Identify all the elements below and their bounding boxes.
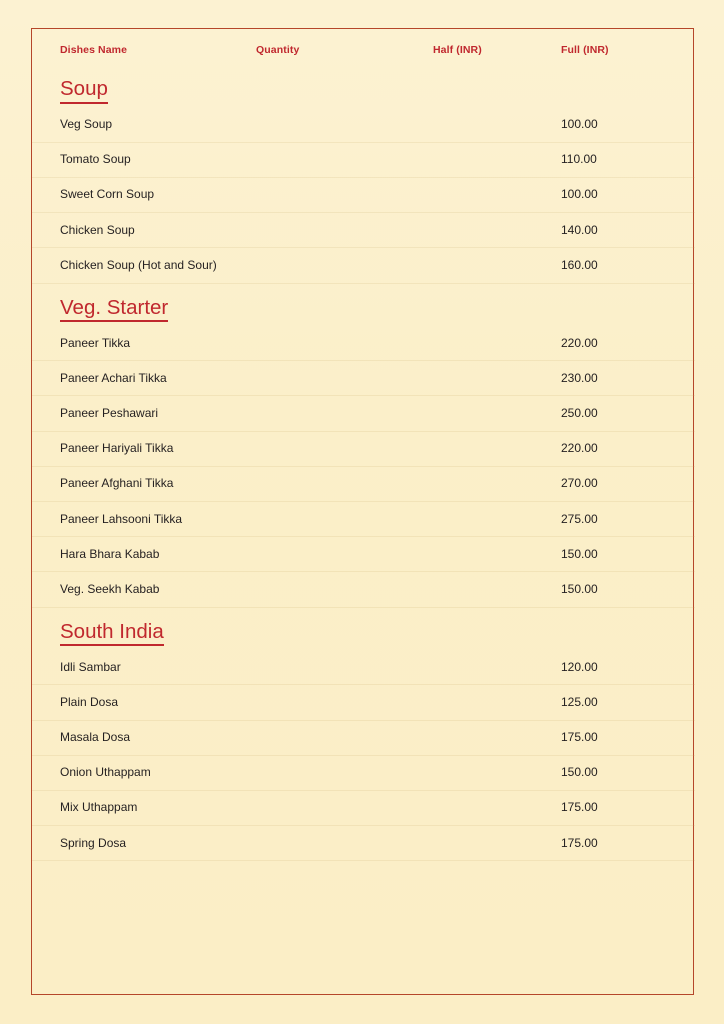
- dish-name: Paneer Achari Tikka: [32, 361, 254, 396]
- dish-price-half: [431, 431, 559, 466]
- dish-price-half: [431, 466, 559, 501]
- dish-name: Paneer Lahsooni Tikka: [32, 502, 254, 537]
- dish-quantity: [254, 502, 431, 537]
- dish-name: Spring Dosa: [32, 826, 254, 861]
- table-row: [32, 248, 695, 283]
- dish-quantity: [254, 108, 431, 143]
- dish-price-half: [431, 326, 559, 361]
- dish-quantity: [254, 396, 431, 431]
- table-row: [32, 213, 695, 248]
- table-row: [32, 466, 695, 501]
- dish-quantity: [254, 326, 431, 361]
- dish-name: Paneer Afghani Tikka: [32, 466, 254, 501]
- dish-price-full: 100.00: [559, 177, 695, 212]
- dish-name: Tomato Soup: [32, 142, 254, 177]
- section-heading-row: [32, 65, 695, 108]
- dish-price-half: [431, 537, 559, 572]
- column-header-full-inr: Full (INR): [561, 44, 609, 56]
- dish-price-full: 230.00: [559, 361, 695, 396]
- section-title: Veg. Starter: [60, 296, 168, 323]
- dish-price-half: [431, 142, 559, 177]
- dish-name: Chicken Soup (Hot and Sour): [32, 248, 254, 283]
- dish-quantity: [254, 720, 431, 755]
- table-row: [32, 572, 695, 607]
- dish-quantity: [254, 537, 431, 572]
- dish-name: Sweet Corn Soup: [32, 177, 254, 212]
- dish-price-half: [431, 790, 559, 825]
- dish-quantity: [254, 431, 431, 466]
- dish-price-half: [431, 755, 559, 790]
- section-title: Soup: [60, 77, 108, 104]
- dish-price-full: 150.00: [559, 572, 695, 607]
- table-row: [32, 142, 695, 177]
- dish-quantity: [254, 790, 431, 825]
- dish-quantity: [254, 248, 431, 283]
- dish-price-full: 175.00: [559, 720, 695, 755]
- dish-price-full: 150.00: [559, 755, 695, 790]
- column-header-half-inr: Half (INR): [433, 44, 482, 56]
- column-header-quantity: Quantity: [256, 44, 300, 56]
- dish-name: Onion Uthappam: [32, 755, 254, 790]
- dish-price-half: [431, 720, 559, 755]
- table-row: [32, 361, 695, 396]
- dish-quantity: [254, 142, 431, 177]
- header-row: [32, 29, 695, 65]
- table-body: [32, 65, 695, 861]
- dish-price-full: 275.00: [559, 502, 695, 537]
- table-row: [32, 396, 695, 431]
- table-row: [32, 755, 695, 790]
- dish-quantity: [254, 826, 431, 861]
- table-row: [32, 790, 695, 825]
- dish-price-half: [431, 572, 559, 607]
- dish-quantity: [254, 361, 431, 396]
- dish-name: Veg Soup: [32, 108, 254, 143]
- dish-price-half: [431, 685, 559, 720]
- dish-price-half: [431, 826, 559, 861]
- table-row: [32, 502, 695, 537]
- section-heading-cell: [32, 65, 695, 108]
- table-row: [32, 685, 695, 720]
- dish-price-full: 120.00: [559, 650, 695, 685]
- dish-price-half: [431, 213, 559, 248]
- dish-price-full: 140.00: [559, 213, 695, 248]
- dish-price-full: 250.00: [559, 396, 695, 431]
- dish-name: Masala Dosa: [32, 720, 254, 755]
- dish-quantity: [254, 177, 431, 212]
- dish-name: Paneer Hariyali Tikka: [32, 431, 254, 466]
- dish-name: Paneer Peshawari: [32, 396, 254, 431]
- table-row: [32, 826, 695, 861]
- dish-quantity: [254, 213, 431, 248]
- dish-name: Idli Sambar: [32, 650, 254, 685]
- dish-price-half: [431, 361, 559, 396]
- dish-price-full: 160.00: [559, 248, 695, 283]
- table-row: [32, 177, 695, 212]
- table-row: [32, 720, 695, 755]
- dish-price-half: [431, 650, 559, 685]
- dish-price-half: [431, 177, 559, 212]
- dish-price-full: 270.00: [559, 466, 695, 501]
- dish-name: Mix Uthappam: [32, 790, 254, 825]
- dish-name: Veg. Seekh Kabab: [32, 572, 254, 607]
- dish-quantity: [254, 685, 431, 720]
- dish-price-full: 125.00: [559, 685, 695, 720]
- section-title: South India: [60, 620, 164, 647]
- table-row: [32, 537, 695, 572]
- column-header-dishes-name: Dishes Name: [60, 44, 128, 56]
- menu-table: [32, 29, 695, 861]
- section-heading-cell: [32, 607, 695, 650]
- menu-frame: [31, 28, 694, 995]
- section-heading-row: [32, 607, 695, 650]
- table-row: [32, 108, 695, 143]
- dish-price-half: [431, 502, 559, 537]
- dish-price-full: 220.00: [559, 326, 695, 361]
- dish-name: Chicken Soup: [32, 213, 254, 248]
- dish-price-full: 100.00: [559, 108, 695, 143]
- dish-price-full: 110.00: [559, 142, 695, 177]
- dish-price-half: [431, 248, 559, 283]
- dish-quantity: [254, 650, 431, 685]
- dish-price-half: [431, 108, 559, 143]
- table-row: [32, 431, 695, 466]
- table-row: [32, 650, 695, 685]
- table-header: [32, 29, 695, 65]
- section-heading-cell: [32, 283, 695, 326]
- dish-name: Paneer Tikka: [32, 326, 254, 361]
- dish-name: Hara Bhara Kabab: [32, 537, 254, 572]
- dish-name: Plain Dosa: [32, 685, 254, 720]
- dish-price-full: 150.00: [559, 537, 695, 572]
- dish-price-full: 175.00: [559, 790, 695, 825]
- dish-quantity: [254, 466, 431, 501]
- dish-quantity: [254, 755, 431, 790]
- dish-price-half: [431, 396, 559, 431]
- dish-quantity: [254, 572, 431, 607]
- dish-price-full: 175.00: [559, 826, 695, 861]
- table-row: [32, 326, 695, 361]
- dish-price-full: 220.00: [559, 431, 695, 466]
- section-heading-row: [32, 283, 695, 326]
